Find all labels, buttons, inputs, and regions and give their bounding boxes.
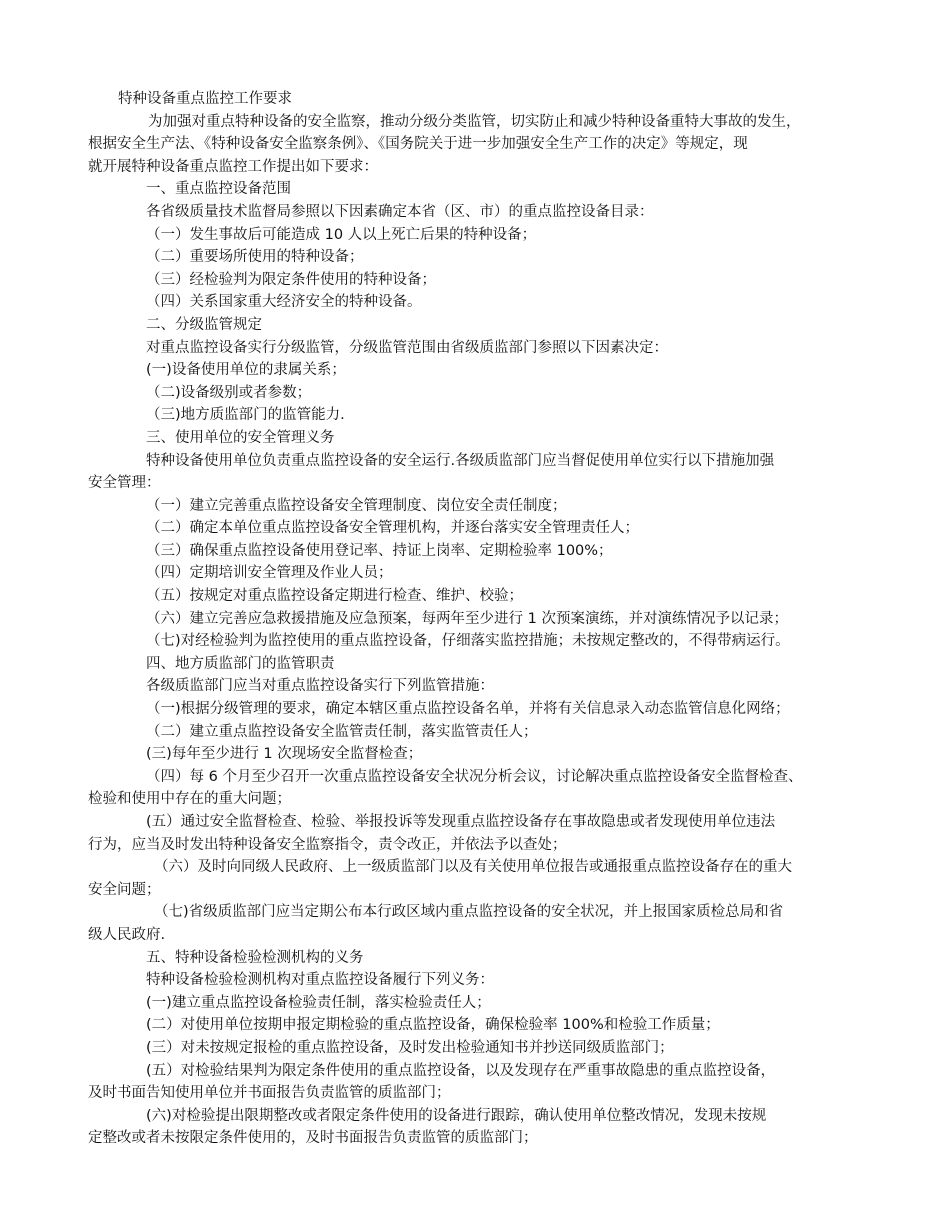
list-item: （三）确保重点监控设备使用登记率、持证上岗率、定期检验率 100%；: [146, 542, 613, 559]
document-title: 特种设备重点监控工作要求: [118, 91, 292, 107]
list-item: (一)建立重点监控设备检验责任制，落实检验责任人；: [146, 994, 491, 1011]
document-page: [88, 88, 868, 1150]
paragraph-line: 行为，应当及时发出特种设备安全监察指令，责令改正，并依法予以查处；: [88, 836, 567, 853]
list-item: （二）建立重点监控设备安全监管责任制，落实监管责任人；: [146, 723, 538, 740]
paragraph-line: 对重点监控设备实行分级监管，分级监管范围由省级质监部门参照以下因素决定：: [146, 339, 668, 356]
section-heading: 一、重点监控设备范围: [146, 181, 291, 198]
section-heading: 五、特种设备检验检测机构的义务: [146, 949, 364, 966]
list-item: (一)设备使用单位的隶属关系；: [146, 362, 346, 379]
list-item: （二)设备级别或者参数；: [146, 384, 312, 401]
list-item: （五）按规定对重点监控设备定期进行检查、维护、校验；: [146, 588, 523, 605]
list-item: （一）建立完善重点监控设备安全管理制度、岗位安全责任制度；: [146, 497, 567, 514]
list-item: （三）经检验判为限定条件使用的特种设备；: [146, 271, 436, 288]
list-item: （六）及时向同级人民政府、上一级质监部门以及有关使用单位报告或通报重点监控设备存在的重大: [154, 859, 792, 876]
list-item: （一)根据分级管理的要求，确定本辖区重点监控设备名单，并将有关信息录入动态监管信息化网络；: [146, 701, 790, 718]
list-item: （二）重要场所使用的特种设备；: [146, 249, 364, 266]
list-item: (五）对检验结果判为限定条件使用的重点监控设备，以及发现存在严重事故隐患的重点监控设备，: [146, 1062, 776, 1079]
paragraph-line: 各省级质量技术监督局参照以下因素确定本省（区、市）的重点监控设备目录：: [146, 203, 654, 220]
list-item: (六)对检验提出限期整改或者限定条件使用的设备进行跟踪，确认使用单位整改情况，发现未按规: [146, 1107, 767, 1124]
paragraph-line: 定整改或者未按限定条件使用的，及时书面报告负责监管的质监部门；: [88, 1130, 538, 1147]
list-item: （四）定期培训安全管理及作业人员；: [146, 565, 393, 582]
paragraph-line: 及时书面告知使用单位并书面报告负责监管的质监部门；: [88, 1085, 451, 1102]
paragraph-line: 各级质监部门应当对重点监控设备实行下列监管措施：: [146, 678, 494, 695]
list-item: （七)对经检验判为监控使用的重点监控设备，仔细落实监控措施；未按规定整改的，不得带病运行。: [146, 633, 790, 650]
list-item: （三)地方质监部门的监管能力.: [146, 407, 345, 424]
list-item: （七)省级质监部门应当定期公布本行政区域内重点监控设备的安全状况，并上报国家质检总局和省: [154, 904, 784, 921]
paragraph-line: 就开展特种设备重点监控工作提出如下要求：: [88, 158, 378, 175]
paragraph-line: 安全管理：: [88, 475, 161, 492]
list-item: （四）关系国家重大经济安全的特种设备。: [146, 294, 422, 311]
list-item: (二）对使用单位按期申报定期检验的重点监控设备，确保检验率 100%和检验工作质量；: [146, 1017, 720, 1034]
list-item: (三)每年至少进行 1 次现场安全监督检查；: [146, 746, 423, 763]
list-item: （四）每 6 个月至少召开一次重点监控设备安全状况分析会议，讨论解决重点监控设备安全监督检查、: [146, 768, 803, 785]
paragraph-line: 根据安全生产法、《特种设备安全监察条例》、《国务院关于进一步加强安全生产工作的决定》等规定，现: [88, 136, 748, 153]
section-heading: 三、使用单位的安全管理义务: [146, 429, 335, 446]
list-item: （一）发生事故后可能造成 10 人以上死亡后果的特种设备；: [146, 226, 537, 243]
list-item: （二）确定本单位重点监控设备安全管理机构，并逐台落实安全管理责任人；: [146, 520, 639, 537]
paragraph-line: 检验和使用中存在的重大问题；: [88, 791, 291, 808]
paragraph-line: 级人民政府.: [88, 926, 166, 943]
paragraph-line: 安全问题；: [88, 881, 161, 898]
section-heading: 二、分级监管规定: [146, 316, 262, 333]
list-item: (五）通过安全监督检查、检验、举报投诉等发现重点监控设备存在事故隐患或者发现使用单位违法: [146, 814, 776, 830]
list-item: (三）对未按规定报检的重点监控设备，及时发出检验通知书并抄送同级质监部门；: [146, 1039, 674, 1056]
paragraph-line: 为加强对重点特种设备的安全监察，推动分级分类监管，切实防止和减少特种设备重特大事故的发生，: [148, 113, 801, 130]
paragraph-line: 特种设备使用单位负责重点监控设备的安全运行.各级质监部门应当督促使用单位实行以下措施加强: [146, 452, 775, 469]
section-heading: 四、地方质监部门的监管职责: [146, 655, 335, 672]
list-item: （六）建立完善应急救援措施及应急预案，每两年至少进行 1 次预案演练，并对演练情况予以记录；: [146, 610, 788, 627]
paragraph-line: 特种设备检验检测机构对重点监控设备履行下列义务：: [146, 972, 494, 989]
